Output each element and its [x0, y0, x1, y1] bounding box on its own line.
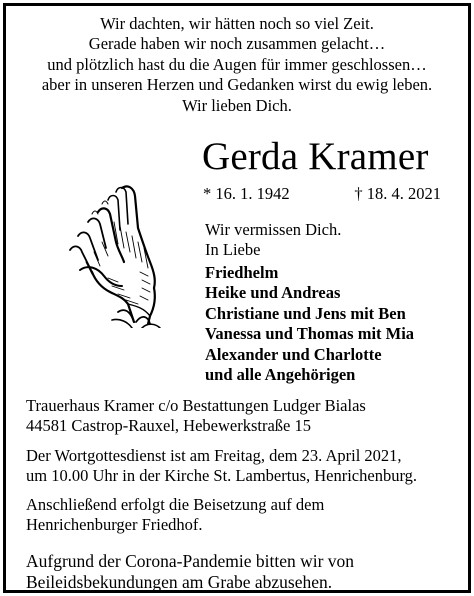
burial-info [26, 495, 324, 536]
corona-notice [26, 551, 354, 593]
address-line: 44581 Castrop-Rauxel, Hebewerkstraße 15 [26, 416, 312, 436]
mourner-name: und alle Angehörigen [205, 365, 356, 385]
notice-line: Beileidsbekundungen am Grabe abzusehen. [26, 572, 333, 592]
birth-date: * 16. 1. 1942 [203, 184, 290, 203]
intro-line: Wir dachten, wir hätten noch so viel Zeit. [100, 14, 374, 33]
funeral-home-address [26, 396, 366, 437]
address-line: Trauerhaus Kramer c/o Bestattungen Ludger Bialas [26, 396, 366, 415]
intro-line: und plötzlich hast du die Augen für immer geschlossen… [47, 54, 427, 74]
intro-line: Wir lieben Dich. [182, 95, 292, 115]
mourner-name: Friedhelm [205, 263, 279, 282]
intro-line: aber in unseren Herzen und Gedanken wirst du ewig leben. [41, 75, 433, 95]
service-info [26, 446, 417, 487]
notice-line: Aufgrund der Corona-Pandemie bitten wir von [26, 551, 355, 571]
service-line: um 10.00 Uhr in der Kirche St. Lambertus, Henrichenburg. [26, 466, 418, 486]
mourner-name: Alexander und Charlotte [205, 344, 382, 364]
farewell-text [205, 220, 341, 260]
burial-line: Henrichenburger Friedhof. [26, 515, 203, 535]
service-line: Der Wortgottesdienst ist am Freitag, dem 23. April 2021, [26, 446, 402, 465]
obituary-frame [3, 3, 471, 593]
farewell-line: In Liebe [205, 240, 261, 259]
farewell-line: Wir vermissen Dich. [205, 220, 342, 239]
praying-hands-icon [58, 182, 176, 328]
deceased-name: Gerda Kramer [202, 135, 429, 178]
mourner-name: Vanessa und Thomas mit Mia [205, 324, 415, 344]
burial-line: Anschließend erfolgt die Beisetzung auf dem [26, 495, 325, 514]
death-date: † 18. 4. 2021 [354, 184, 441, 203]
mourners-list [205, 263, 414, 385]
intro-line: Gerade haben wir noch zusammen gelacht… [88, 34, 386, 54]
intro-poem [6, 14, 468, 116]
mourner-name: Heike und Andreas [205, 283, 341, 303]
mourner-name: Christiane und Jens mit Ben [205, 303, 406, 323]
